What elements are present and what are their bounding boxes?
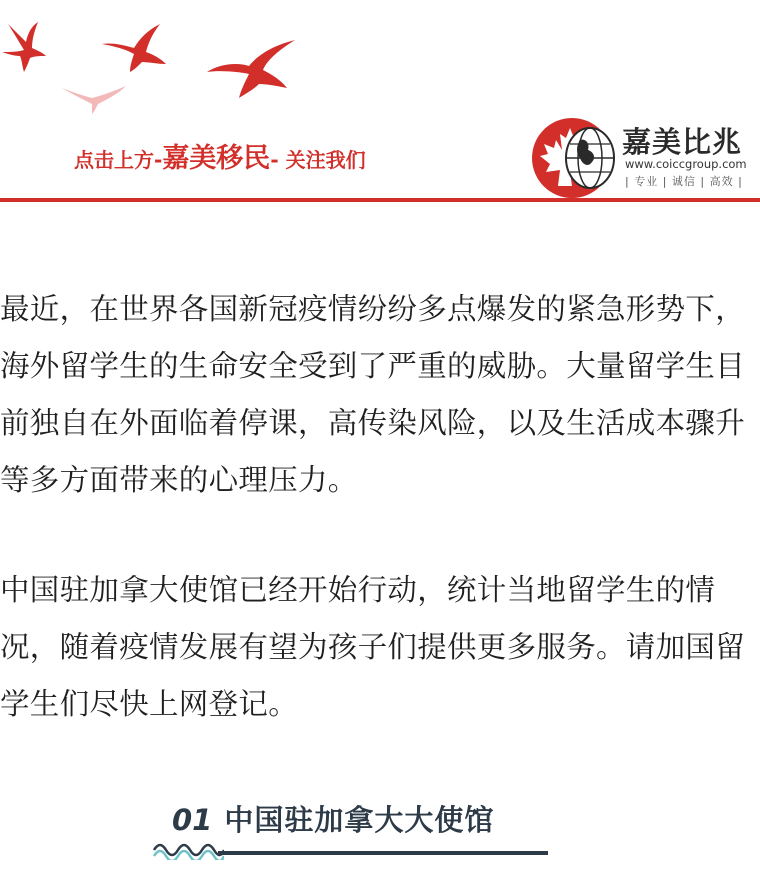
section-title: 中国驻加拿大大使馆 bbox=[224, 803, 495, 837]
article-header bbox=[0, 0, 760, 205]
brand-name: 嘉美移民 bbox=[162, 143, 271, 174]
follow-prompt[interactable] bbox=[74, 136, 366, 175]
logo-url: www.coiccgroup.com bbox=[625, 157, 747, 171]
follow-prefix: 点击上方- bbox=[74, 148, 163, 172]
section-underline bbox=[218, 851, 548, 855]
section-heading bbox=[172, 798, 494, 839]
dove-icon bbox=[62, 86, 126, 114]
company-logo bbox=[530, 112, 760, 200]
section-number: 01 bbox=[172, 803, 213, 837]
logo-name: 嘉美比兆 bbox=[622, 125, 743, 159]
follow-suffix: - 关注我们 bbox=[270, 148, 366, 172]
maple-leaf-globe-icon bbox=[530, 116, 616, 200]
dove-icon bbox=[100, 24, 166, 72]
dove-icon bbox=[2, 22, 46, 72]
logo-tags: | 专业 | 诚信 | 高效 | bbox=[625, 175, 743, 188]
wave-decoration-icon bbox=[152, 838, 224, 860]
header-divider bbox=[0, 198, 760, 202]
article-paragraph: 最近，在世界各国新冠疫情纷纷多点爆发的紧急形势下，海外留学生的生命安全受到了严重的威胁。大量留学生目前独自在外面临着停课，高传染风险，以及生活成本骤升等多方面带来的心理压力。 bbox=[0, 292, 746, 497]
article-paragraph: 中国驻加拿大使馆已经开始行动，统计当地留学生的情况，随着疫情发展有望为孩子们提供更多服务。请加国留学生们尽快上网登记。 bbox=[0, 573, 746, 721]
dove-icon bbox=[205, 40, 297, 98]
